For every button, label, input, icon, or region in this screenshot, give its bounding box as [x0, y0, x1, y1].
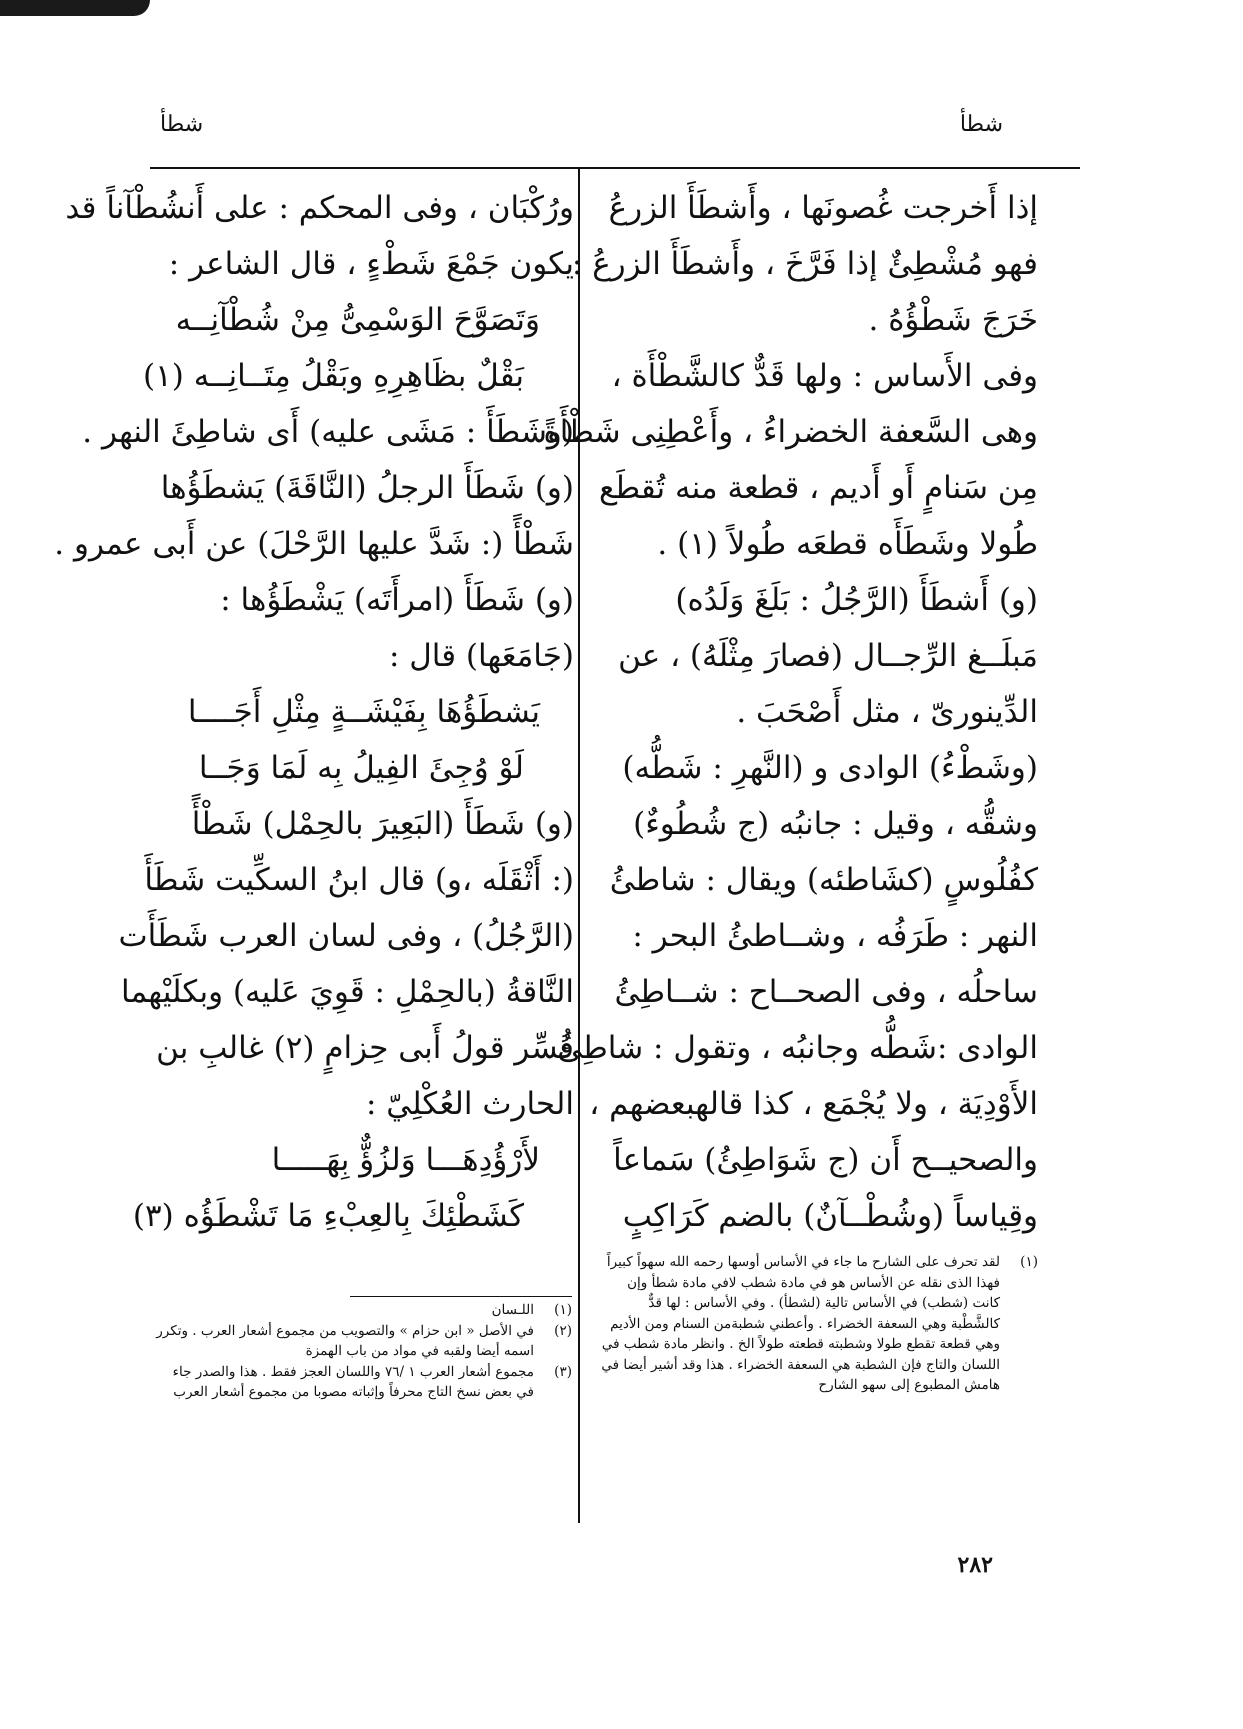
text-line: فهو مُشْطِئٌ إذا فَرَّخَ ، وأَشطَأَ الزرعُ : — [571, 246, 1038, 282]
footnote — [598, 1252, 1038, 1396]
text-line: والصحيــح أَن (ج شَوَاطِئُ) سَماعاً — [613, 1142, 1038, 1178]
running-header-right: شطأ — [959, 112, 1003, 137]
right-column — [543, 180, 1038, 1244]
footnote — [152, 1362, 572, 1403]
footnote-rule — [350, 1296, 572, 1297]
text-line: (وشَطْءُ) الوادى و (النَّهرِ : شَطُّه) — [622, 750, 1038, 786]
text-line: (و) شَطَأَ (البَعِيرَ بالحِمْل) شَطْأً — [191, 806, 574, 842]
footnote-text: اللـسان — [491, 1302, 534, 1318]
footnote-text: في الأصل « ابن حزام » والتصويب من مجموع أشعار العرب . وتكرر اسمه أيضا ولقبه في مواد من باب الهمزة — [156, 1322, 534, 1359]
footnote-text: لقد تحرف على الشارح ما جاء في الأساس أوسها رحمه الله سهواً كبيراً فهذا الذى نقله عن الأساس هو في مادة شطب لافي مادة شطأ وإن كانت (شطب) في الأساس تالية (لشطأ) . وفي الأساس : لها قدٌّ كالشَّطْبة وهي السعفة الخضراء . وأعطني شطبةمن السنام ومن الأديم وهي قطعة تقطع طولا وشطبته قطعته طولاً الخ . وانظر مادة شطب في اللسان والتاج فإن الشطبة هي السعفة الخضراء . هذا وقد أشير أيضا في هامش المطبوع إلى سهو الشارح — [601, 1254, 1000, 1393]
text-line: الوادى :شَطُّه وجانبُه ، وتقول : شاطِئُ — [557, 1030, 1038, 1066]
column-divider — [578, 168, 580, 1523]
text-line: وفى الأَساس : ولها قَدٌّ كالشَّطْأَة ، — [611, 358, 1038, 394]
scan-artifact — [0, 0, 150, 16]
footnote-text: مجموع أشعار العرب ١ /٧٦ واللسان العجز فقط . هذا والصدر جاء في بعض نسخ التاج محرفاً وإثباته مصوبا من مجموع أشعار العرب — [172, 1363, 534, 1400]
text-line: وقِياساً (وشُطْــآنٌ) بالضم كَرَاكِبٍ — [622, 1198, 1038, 1234]
text-line: الأَوْدِيَة ، ولا يُجْمَع ، كذا قالهبعضهم ، — [589, 1086, 1038, 1122]
footnote-number: (٣) — [554, 1363, 572, 1380]
text-line: (و) شَطَأَ (امرأَتَه) يَشْطَؤُها : — [220, 582, 574, 618]
footnote-number: (١) — [554, 1302, 572, 1318]
text-line: النهر : طَرَفُه ، وشــاطئُ البحر : — [632, 918, 1038, 954]
text-line: إذا أَخرجت غُصونَها ، وأَشطَأَ الزرعُ — [608, 190, 1038, 226]
text-line: ساحلُه ، وفى الصحــاح : شــاطِئُ — [614, 974, 1038, 1010]
text-line: يكون جَمْعَ شَطْءٍ ، قال الشاعر : — [168, 246, 574, 282]
text-line: كفُلُوسٍ (كشَاطئه) ويقال : شاطئُ — [609, 862, 1038, 898]
text-line: طُولا وشَطَأَه قطعَه طُولاً (١) . — [657, 526, 1038, 562]
text-line: ورُكْبَان ، وفى المحكم : على أَنشُطْآناً قد — [65, 190, 574, 226]
text-line: فُسِّر قولُ أَبى حِزامٍ (٢) غالبِ بن — [156, 1030, 574, 1066]
page-number: ٢٨٢ — [957, 1552, 993, 1578]
verse-line: لَوْ وُجِئَ الفِيلُ بِه لَمَا وَجَــا — [198, 750, 524, 786]
text-line: (جَامَعَها) قال : — [388, 638, 574, 674]
verse-line: بَقْلٌ بظَاهِرِهِ وبَقْلُ مِتَــانِــه (١) — [143, 358, 524, 394]
verse-line: وَتَصَوَّحَ الوَسْمِىُّ مِنْ شُطْآنِــه — [175, 302, 540, 338]
footnotes-right — [598, 1252, 1038, 1396]
footnote — [152, 1321, 572, 1362]
text-line: النَّاقةُ (بالحِمْلِ : قَوِيَ عَليه) وبكلَيْهما — [121, 974, 574, 1010]
text-line: مَبلَــغ الرِّجــال (فصارَ مِثْلَهُ) ، عن — [618, 638, 1038, 674]
text-line: الدِّينورىّ ، مثل أَصْحَبَ . — [736, 694, 1038, 730]
text-line: وهى السَّعفة الخضراءُ ، وأَعْطِنِى شَطْأَةً — [543, 414, 1038, 450]
text-line: (وشَطَأَ : مَشَى عليه) أَى شاطِئَ النهر . — [82, 414, 574, 450]
footnote-number: (٢) — [554, 1322, 572, 1339]
footnotes-left — [152, 1300, 572, 1403]
text-line: شَطْأً (: شَدَّ عليها الرَّحْلَ) عن أَبى عمرو . — [54, 526, 574, 562]
left-column — [54, 180, 574, 1244]
footnote-number: (١) — [1020, 1254, 1038, 1270]
verse-line: كَشَطْئِكَ بِالعِبْءِ مَا تَشْطَؤُه (٣) — [132, 1198, 524, 1234]
verse-line: يَشطَؤُهَا بِفَيْشَــةٍ مِثْلِ أَجَــــا — [187, 694, 540, 730]
text-line: (الرَّجُلُ) ، وفى لسان العرب شَطَأَت — [118, 918, 574, 954]
footnote — [152, 1300, 572, 1321]
text-line: وشقُّه ، وقيل : جانبُه (ج شُطُوءٌ) — [633, 806, 1038, 842]
verse-line: لأَرْؤُدِهَـــا وَلزُؤٌّ بِهَـــــا — [271, 1142, 540, 1178]
text-line: (و) شَطَأَ الرجلُ (النَّاقَةَ) يَشطَؤُها — [160, 470, 574, 506]
running-header-left: شطأ — [160, 112, 204, 137]
text-line: خَرَجَ شَطْؤُهُ . — [868, 302, 1038, 338]
header-rule — [150, 167, 1080, 169]
text-line: (و) أَشطَأَ (الرَّجُلُ : بَلَغَ وَلَدُه) — [675, 582, 1038, 618]
text-line: (: أَثْقَلَه ،و) قال ابنُ السكِّيت شَطَأَ — [144, 862, 574, 898]
text-line: مِن سَنامٍ أَو أَديم ، قطعة منه تُقطَع — [598, 470, 1038, 506]
text-line: الحارث العُكْلِيّ : — [365, 1086, 574, 1122]
